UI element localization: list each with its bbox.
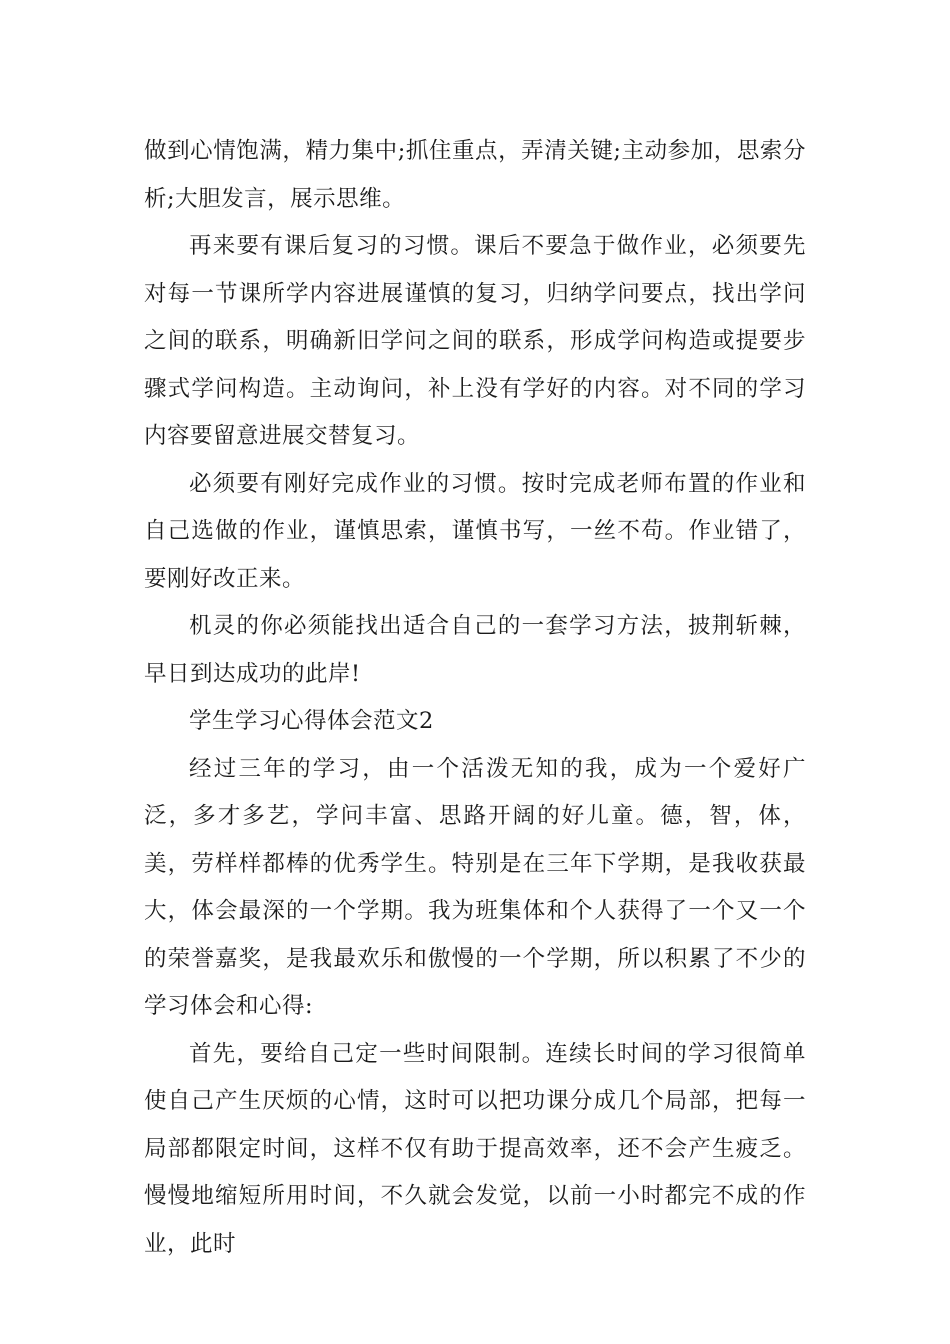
paragraph-2: 再来要有课后复习的习惯。课后不要急于做作业，必须要先对每一节课所学内容进展谨慎的复习，归纳学问要点，找出学问之间的联系，明确新旧学问之间的联系，形成学问构造或提要步骤式学问构造。主动询问，补上没有学好的内容。对不同的学习内容要留意进展交替复习。 <box>144 233 806 449</box>
paragraph-1: 做到心情饱满，精力集中;抓住重点，弄清关键;主动参加，思索分析;大胆发言，展示思维。 <box>144 138 806 212</box>
document-body <box>144 128 806 1268</box>
section-heading: 学生学习心得体会范文2 <box>189 708 434 734</box>
paragraph-4: 机灵的你必须能找出适合自己的一套学习方法，披荆斩棘，早日到达成功的此岸! <box>144 613 806 687</box>
paragraph-3: 必须要有刚好完成作业的习惯。按时完成老师布置的作业和自己选做的作业，谨慎思索，谨慎书写，一丝不苟。作业错了，要刚好改正来。 <box>144 470 806 592</box>
paragraph-6: 首先，要给自己定一些时间限制。连续长时间的学习很简单使自己产生厌烦的心情，这时可以把功课分成几个局部，把每一局部都限定时间，这样不仅有助于提高效率，还不会产生疲乏。慢慢地缩短所用时间，不久就会发觉，以前一小时都完不成的作业，此时 <box>144 1040 806 1257</box>
paragraph-5: 经过三年的学习，由一个活泼无知的我，成为一个爱好广泛，多才多艺，学问丰富、思路开阔的好儿童。德，智，体，美，劳样样都棒的优秀学生。特别是在三年下学期，是我收获最大，体会最深的一个学期。我为班集体和个人获得了一个又一个的荣誉嘉奖，是我最欢乐和傲慢的一个学期，所以积累了不少的学习体会和心得: <box>144 755 806 1019</box>
